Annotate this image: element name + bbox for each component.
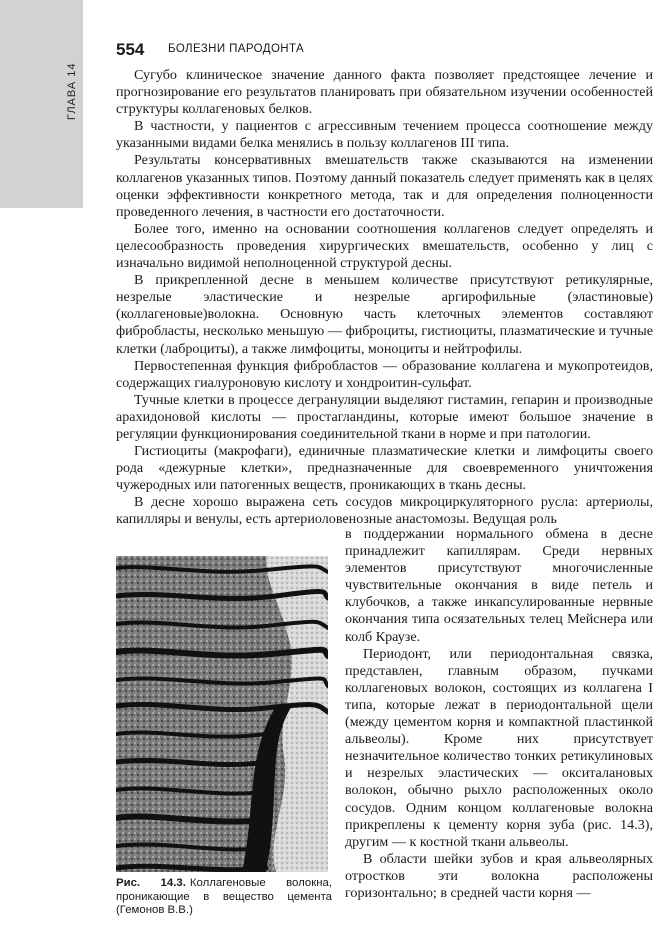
paragraph: Гистиоциты (макрофаги), единичные плазматические клетки и лимфоциты своего рода «дежурные клетки», предназначенные для своевременного уничтожения чужеродных или патогенных веществ, проникающих в ткань десны.: [116, 443, 653, 494]
histology-photo: [116, 556, 328, 872]
page-header: [116, 40, 652, 62]
collagen-fibers-micrograph: [116, 556, 328, 872]
paragraph: Тучные клетки в процессе дегрануляции выделяют гистамин, гепарин и производные арахидоновой кислоты — простагландины, которые имеют большое значение в регуляции функционирования соединительной ткани в норме и при патологии.: [116, 391, 653, 442]
figure-caption-text: Коллагеновые волокна, проникающие в вещество цемента (Гемонов В.В.): [116, 877, 332, 917]
chapter-label: ГЛАВА 14: [66, 62, 78, 120]
paragraph: Результаты консервативных вмешательств также сказываются на изменении коллагенов указанных типов. Поэтому данный показатель следует применять как в целях оценки эффективности конкретного метода, так и для определения полноценности проведенного лечения, в частности его достаточности.: [116, 152, 653, 220]
paragraph: В области шейки зубов и края альвеолярных отростков эти волокна расположены горизонтально; в средней части корня —: [345, 850, 653, 901]
paragraph: Периодонт, или периодонтальная связка, представлен, главным образом, пучками коллагеновых волокон, состоящих из коллагена I типа, которые лежат в периодонтальной щели (между цементом корня и компактной пластинкой альвеолы). Кроме них присутствует незначительное количество тонких ретикулиновых и незрелых эластических — окситалановых волокон, обычно рыхло расположенных около сосудов. Одним концом коллагеновые волокна прикреплены к цементу корня зуба (рис. 14.3), другим — к костной ткани альвеолы.: [345, 645, 653, 850]
paragraph: в поддержании нормального обмена в десне принадлежит капиллярам. Среди нервных элементов присутствуют многочисленные чувствительные окончания в виде петель и клубочков, а также инкапсулированные нервные окончания типа осязательных телец Мейснера или колб Краузе.: [345, 526, 653, 645]
page-number: 554: [116, 40, 145, 59]
paragraph: В частности, у пациентов с агрессивным течением процесса соотношение между указанными видами белка менялись в пользу коллагенов III типа.: [116, 118, 653, 152]
chapter-side-tab: [0, 0, 83, 208]
main-text: [116, 67, 653, 529]
paragraph: Первостепенная функция фибробластов — образование коллагена и мукопротеидов, содержащих гиалуроновую кислоту и хондроитин-сульфат.: [116, 357, 653, 391]
paragraph: Более того, именно на основании соотношения коллагенов следует определять и целесообразность проведения хирургических вмешательств, особенно у лиц с изначально видимой неполноценной структурой десны.: [116, 220, 653, 272]
paragraph: Сугубо клиническое значение данного факта позволяет предстоящее лечение и прогнозирование его результатов планировать при обязательном изучении особенностей структуры коллагеновых белков.: [116, 67, 653, 118]
paragraph: В десне хорошо выражена сеть сосудов микроциркуляторного русла: артериолы, капилляры и венулы, есть артериоловенозные анастомозы. Ведущая роль: [116, 494, 653, 528]
paragraph: В прикрепленной десне в меньшем количестве присутствуют ретикулярные, незрелые эластические и незрелые аргирофильные (эластиновые) (коллагеновые)волокна. Основную часть клеточных элементов составляют фибробласты, несколько меньшую — фиброциты, гистиоциты, плазматические и тучные клетки (лаброциты), а также лимфоциты, моноциты и нейтрофилы.: [116, 272, 653, 357]
figure-caption: [116, 877, 332, 918]
wrapped-text: [345, 526, 653, 902]
running-head: БОЛЕЗНИ ПАРОДОНТА: [168, 43, 305, 55]
figure-label: Рис. 14.3.: [116, 877, 186, 889]
